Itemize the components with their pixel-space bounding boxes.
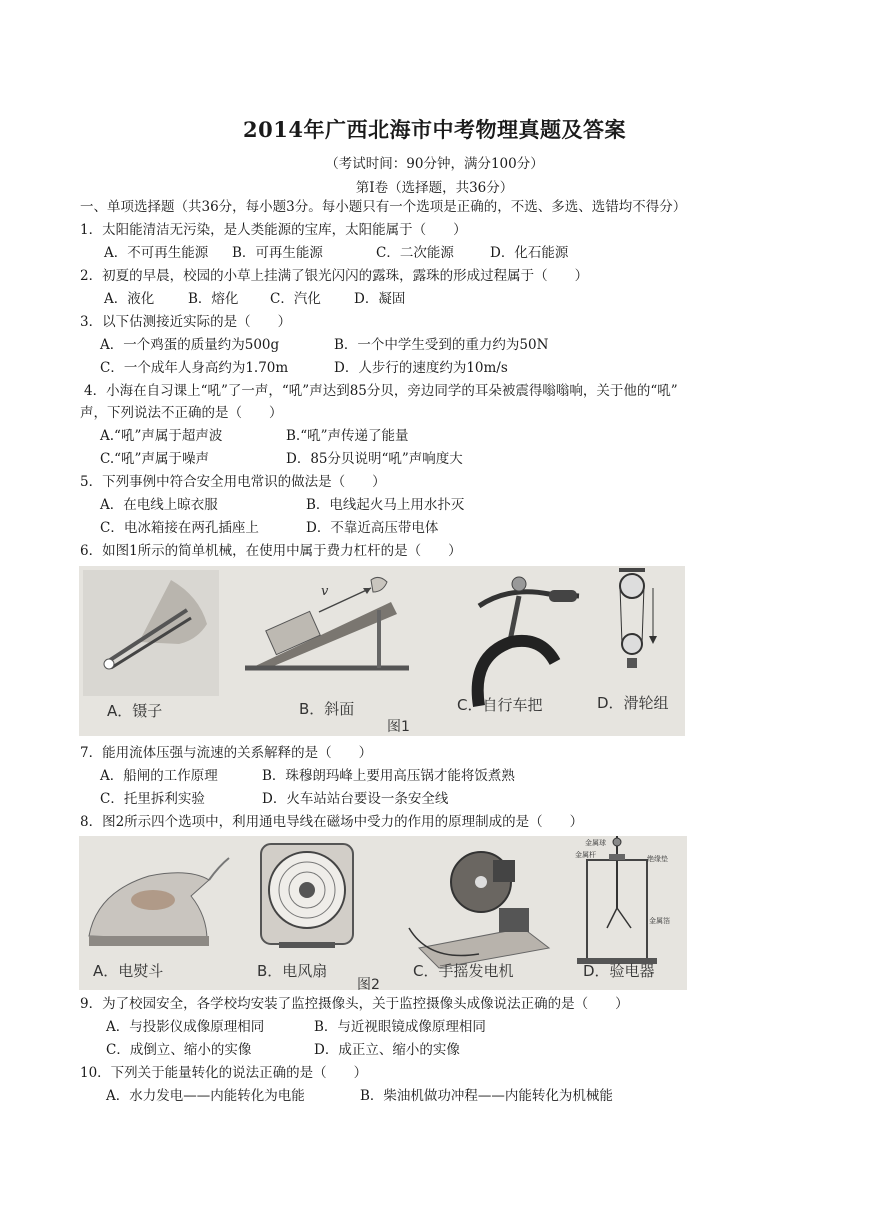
exam-info: （考试时间：90分钟，满分100分） [325, 156, 544, 172]
question-10-option-b: B．柴油机做功冲程——内能转化为机械能 [360, 1088, 613, 1104]
question-5-option-a: A．在电线上晾衣服 [100, 497, 218, 513]
question-5-option-c: C．电冰箱接在两孔插座上 [100, 520, 259, 536]
question-3-option-c: C．一个成年人身高约为1.70m [100, 360, 289, 376]
figure-2-label-a: A．电熨斗 [93, 962, 164, 980]
figure-2-devices [79, 836, 687, 990]
figure-2-caption: 图2 [357, 977, 380, 990]
question-2-option-a: A．液化 [104, 291, 155, 307]
figure-2-label-d: D．验电器 [583, 962, 655, 980]
question-1-option-d: D．化石能源 [490, 245, 569, 261]
question-9-option-b: B．与近视眼镜成像原理相同 [314, 1019, 486, 1035]
question-8-stem: 8．图2所示四个选项中，利用通电导线在磁场中受力的作用的原理制成的是（ ） [80, 814, 584, 830]
figure-1-simple-machines [79, 566, 685, 736]
figure-1-label-b: B．斜面 [299, 700, 355, 718]
volume-heading: 第Ⅰ卷（选择题，共36分） [355, 180, 514, 196]
question-7-option-b: B．珠穆朗玛峰上要用高压锅才能将饭煮熟 [262, 768, 515, 784]
question-1-stem: 1．太阳能清洁无污染，是人类能源的宝库，太阳能属于（ ） [80, 222, 467, 238]
question-2-option-d: D．凝固 [354, 291, 406, 307]
question-4-option-c: C.“吼”声属于噪声 [100, 451, 209, 467]
question-2-stem: 2．初夏的早晨，校园的小草上挂满了银光闪闪的露珠，露珠的形成过程属于（ ） [80, 268, 589, 284]
figure-1-label-a: A．镊子 [107, 702, 163, 720]
question-9-stem: 9．为了校园安全，各学校均安装了监控摄像头，关于监控摄像头成像说法正确的是（ ） [80, 996, 629, 1012]
question-7-option-d: D．火车站站台要设一条安全线 [262, 791, 449, 807]
figure-2-tag-metal-foil: 金属箔 [649, 917, 670, 925]
question-4-option-a: A.“吼”声属于超声波 [100, 428, 223, 444]
question-4-stem-line-2: 声，下列说法不正确的是（ ） [80, 405, 283, 421]
question-5-option-b: B．电线起火马上用水扑灭 [306, 497, 465, 513]
question-2-option-c: C．汽化 [270, 291, 321, 307]
question-7-stem: 7．能用流体压强与流速的关系解释的是（ ） [80, 745, 373, 761]
section-heading: 一、单项选择题（共36分，每小题3分。每小题只有一个选项是正确的，不选、多选、选错均不得分） [80, 199, 687, 215]
question-4-option-b: B.“吼”声传递了能量 [286, 428, 409, 444]
question-1-option-c: C．二次能源 [376, 245, 454, 261]
question-3-option-a: A．一个鸡蛋的质量约为500g [100, 337, 280, 353]
question-4-option-d: D．85分贝说明“吼”声响度大 [286, 451, 463, 467]
figure-1-caption: 图1 [387, 719, 410, 735]
question-3-option-b: B．一个中学生受到的重力约为50N [334, 337, 549, 353]
question-7-option-c: C．托里拆利实验 [100, 791, 205, 807]
question-10-option-a: A．水力发电——内能转化为电能 [106, 1088, 305, 1104]
electric-fan-icon [261, 844, 353, 948]
question-10-stem: 10．下列关于能量转化的说法正确的是（ ） [80, 1065, 368, 1081]
figure-2-label-c: C．手摇发电机 [413, 962, 514, 980]
question-9-option-c: C．成倒立、缩小的实像 [106, 1042, 252, 1058]
figure-1-velocity-label: v [321, 584, 329, 599]
question-1-option-b: B．可再生能源 [232, 245, 323, 261]
question-6-stem: 6．如图1所示的简单机械，在使用中属于费力杠杆的是（ ） [80, 543, 462, 559]
figure-2-tag-metal-ball: 金属球 [585, 839, 606, 847]
figure-2-tag-insulator: 绝缘垫 [647, 855, 668, 863]
tweezers-icon [83, 570, 219, 696]
figure-1-drawing [79, 566, 685, 736]
figure-2-label-b: B．电风扇 [257, 962, 328, 980]
figure-1-label-d: D．滑轮组 [597, 694, 669, 712]
figure-2-tag-metal-rod: 金属杆 [575, 851, 596, 859]
question-5-option-d: D．不靠近高压带电体 [306, 520, 439, 536]
question-4-stem-line-1: 4．小海在自习课上“吼”了一声，“吼”声达到85分贝，旁边同学的耳朵被震得嗡嗡响，关于他的“吼” [84, 383, 678, 399]
question-3-stem: 3．以下估测接近实际的是（ ） [80, 314, 292, 330]
figure-1-label-c: C．自行车把 [457, 696, 543, 714]
question-1-option-a: A．不可再生能源 [104, 245, 209, 261]
question-9-option-a: A．与投影仪成像原理相同 [106, 1019, 265, 1035]
question-3-option-d: D．人步行的速度约为10m/s [334, 360, 508, 376]
question-7-option-a: A．船闸的工作原理 [100, 768, 218, 784]
page-title: 2014年广西北海市中考物理真题及答案 [243, 117, 626, 142]
question-9-option-d: D．成正立、缩小的实像 [314, 1042, 460, 1058]
question-2-option-b: B．熔化 [188, 291, 239, 307]
question-5-stem: 5．下列事例中符合安全用电常识的做法是（ ） [80, 474, 386, 490]
